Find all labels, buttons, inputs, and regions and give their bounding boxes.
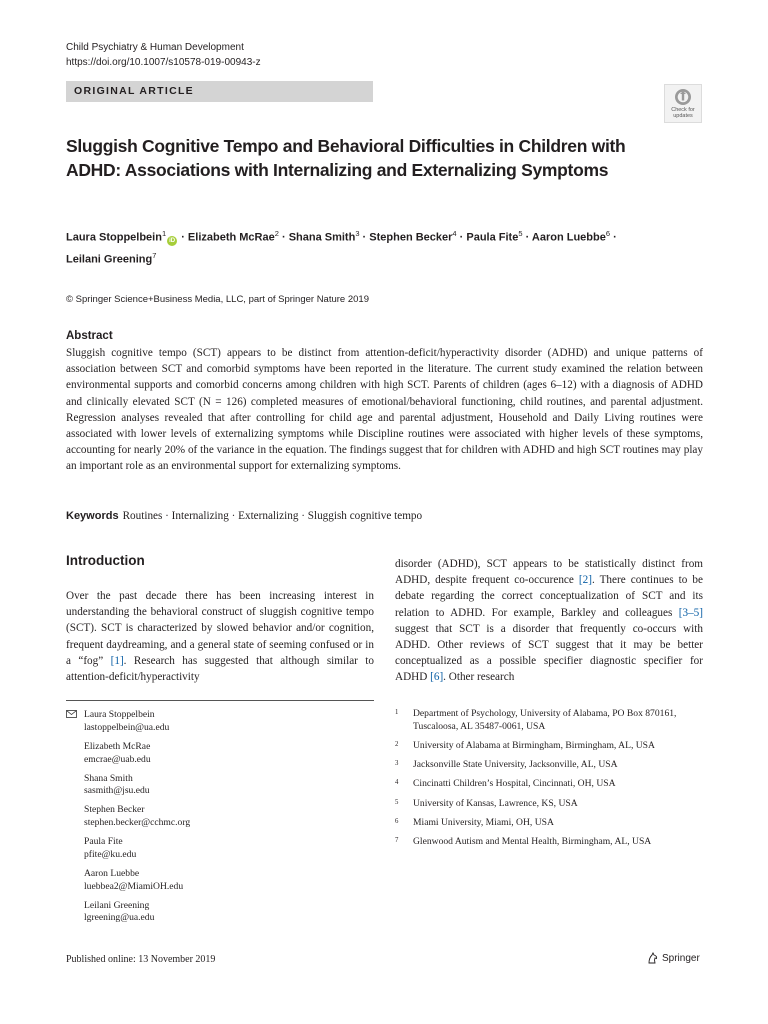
copyright-line: © Springer Science+Business Media, LLC, part of Springer Nature 2019 [66,294,369,305]
author-name[interactable]: Aaron Luebbe [531,231,606,244]
article-title: Sluggish Cognitive Tempo and Behavioral Difficulties in Children with ADHD: Associations with Internalizing and Externalizing Symptoms [66,136,626,180]
affiliation-text: Jacksonville State University, Jacksonville, AL, USA [413,759,618,771]
keywords-list: Routines · Internalizing · Externalizing · Sluggish cognitive tempo [122,510,423,522]
contact-list [66,709,366,931]
introduction-left-column [66,588,374,685]
affiliation-list [395,708,695,855]
affiliation-entry [395,817,695,830]
author-name[interactable]: Leilani Greening [66,253,153,266]
author-name[interactable]: Stephen Becker [369,231,453,244]
keywords-line [66,508,422,524]
affiliation-number: 5 [395,798,399,806]
keywords-heading: Keywords [66,510,119,522]
check-for-updates-icon [674,88,692,106]
affiliation-entry [395,778,695,791]
journal-header [66,40,261,70]
contact-email[interactable]: pfite@ku.edu [84,848,137,860]
contact-entry [84,741,366,767]
footnote-divider [66,700,374,701]
affiliation-entry [395,740,695,753]
affiliation-number: 6 [395,817,399,825]
affiliation-number: 7 [395,836,399,844]
contact-entry [84,773,366,799]
affiliation-number: 1 [395,709,399,716]
affiliation-text: University of Kansas, Lawrence, KS, USA [413,797,578,809]
springer-horse-icon [647,952,658,964]
contact-name: Shana Smith [84,772,133,784]
affiliation-number: 3 [395,760,399,768]
affiliation-text: University of Alabama at Birmingham, Birmingham, AL, USA [413,739,655,751]
affiliation-text: Glenwood Autism and Mental Health, Birmingham, AL, USA [413,835,652,847]
author-sup: 7 [152,250,157,260]
abstract-heading: Abstract [66,330,113,342]
contact-email[interactable]: sasmith@jsu.edu [84,785,150,797]
affiliation-entry [395,759,695,772]
contact-name: Elizabeth McRae [84,740,151,752]
contact-entry [84,709,366,735]
contact-email[interactable]: lgreening@ua.edu [84,912,155,924]
contact-name: Stephen Becker [84,804,145,816]
author-sup: 2 [274,229,279,238]
contact-name: Leilani Greening [84,899,150,911]
journal-name: Child Psychiatry & Human Development [66,42,244,53]
contact-name: Laura Stoppelbein [84,709,155,720]
envelope-icon [66,710,77,718]
affiliation-entry [395,798,695,811]
abstract-text: Sluggish cognitive tempo (SCT) appears to be distinct from attention-deficit/hyperactivity disorder (ADHD) and unique patterns of association between SCT and comorbid symptoms have been reported in the literature. The current study examined the relation between environmental supports and comorbid concerns among children with high SCT. Parents of children (ages 6–12) with a diagnosis of ADHD and clinically elevated SCT (N = 126) completed measures of emotional/behavioral functioning, child routines, and parental adjustment. Regression analyses revealed that after controlling for child age and parental adjustment, Household and Daily Living routines were associated with lower levels of externalizing symptoms while Discipline routines were associated with higher levels of these symptoms, accounting for nearly 20% of the variance in the equation. The findings suggest that for children with ADHD and high SCT routines may play an important role as an environmental support for externalizing symptoms. [66,347,703,473]
published-date: Published online: 13 November 2019 [66,954,216,965]
doi-link[interactable]: https://doi.org/10.1007/s10578-019-00943-z [66,57,261,68]
affiliation-entry [395,836,695,849]
author-name[interactable]: Laura Stoppelbein [66,231,162,244]
contact-email[interactable]: luebbea2@MiamiOH.edu [84,880,184,892]
affiliation-number: 4 [395,779,399,787]
contact-entry [84,836,366,862]
author-sup: 5 [518,229,523,238]
contact-entry [84,900,366,926]
contact-name: Paula Fite [84,836,123,848]
contact-entry [84,804,366,830]
introduction-right-column [395,556,703,686]
article-type-bar: ORIGINAL ARTICLE [66,81,373,102]
affiliation-number: 2 [395,740,399,748]
affiliation-entry [395,708,695,734]
introduction-heading: Introduction [66,553,145,568]
check-for-updates-badge[interactable] [664,84,702,123]
author-name[interactable]: Elizabeth McRae [187,231,275,244]
intro-text: . Research has suggested that although similar to attention-deficit/hyperactivity [66,654,375,684]
contact-name: Aaron Luebbe [84,867,140,879]
affiliation-text: Cincinatti Children’s Hospital, Cincinnati, OH, USA [413,778,616,790]
intro-text: Over the past decade there has been increasing interest in understanding the behavioral construct of sluggish cognitive tempo (SCT). SCT is characterized by slowed behavior and/or cognition, frequent daydreaming, and a general state of seeming confused or in a “fog” [66,590,374,667]
contact-email[interactable]: emcrae@uab.edu [84,753,151,765]
contact-entry [84,868,366,894]
author-list: Laura Stoppelbein$^1$iD · Elizabeth McRae$^2$ · Shana Smith$^3$ · Stephen Becker$^4$ · Paula Fite$^5$ · Aaron Luebbe$^6$ · Leilani Greening$^7$ [66,229,617,266]
citation-link[interactable]: [6] [430,671,444,684]
author-sup: 4 [452,229,457,238]
check-for-updates-label: Check for updates [671,107,695,119]
author-sup: 3 [355,229,360,238]
affiliation-text: Department of Psychology, University of Alabama, PO Box 870161, Tuscaloosa, AL 35487-0061, USA [413,708,677,732]
author-name[interactable]: Shana Smith [288,231,356,244]
author-name[interactable]: Paula Fite [466,231,519,244]
citation-link[interactable]: [3–5] [678,606,703,619]
citation-link[interactable]: [1] [110,654,124,667]
contact-email[interactable]: lastoppelbein@ua.edu [84,721,170,733]
author-sup: 1 [161,229,167,238]
intro-text: . Other research [443,671,515,684]
publisher-name: Springer [662,952,700,964]
affiliation-text: Miami University, Miami, OH, USA [413,816,554,828]
intro-text: suggest that SCT is a disorder that frequently co-occurs with ADHD. Other reviews of SCT suggest that it may be better conceptualized as a possible specifier diagnostic specifier for ADHD [395,622,703,684]
author-sup: 6 [605,229,611,238]
springer-logo[interactable] [647,952,700,964]
contact-email[interactable]: stephen.becker@cchmc.org [84,817,191,829]
intro-text: . There continues to be debate regarding the correct conceptualization of SCT and its relation to ADHD. For example, Barkley and colleagues [395,574,703,619]
citation-link[interactable]: [2] [578,574,592,587]
intro-text: disorder (ADHD), SCT appears to be statistically distinct from ADHD, despite frequent co-occurence [395,558,703,587]
orcid-icon[interactable]: iD [169,237,176,244]
